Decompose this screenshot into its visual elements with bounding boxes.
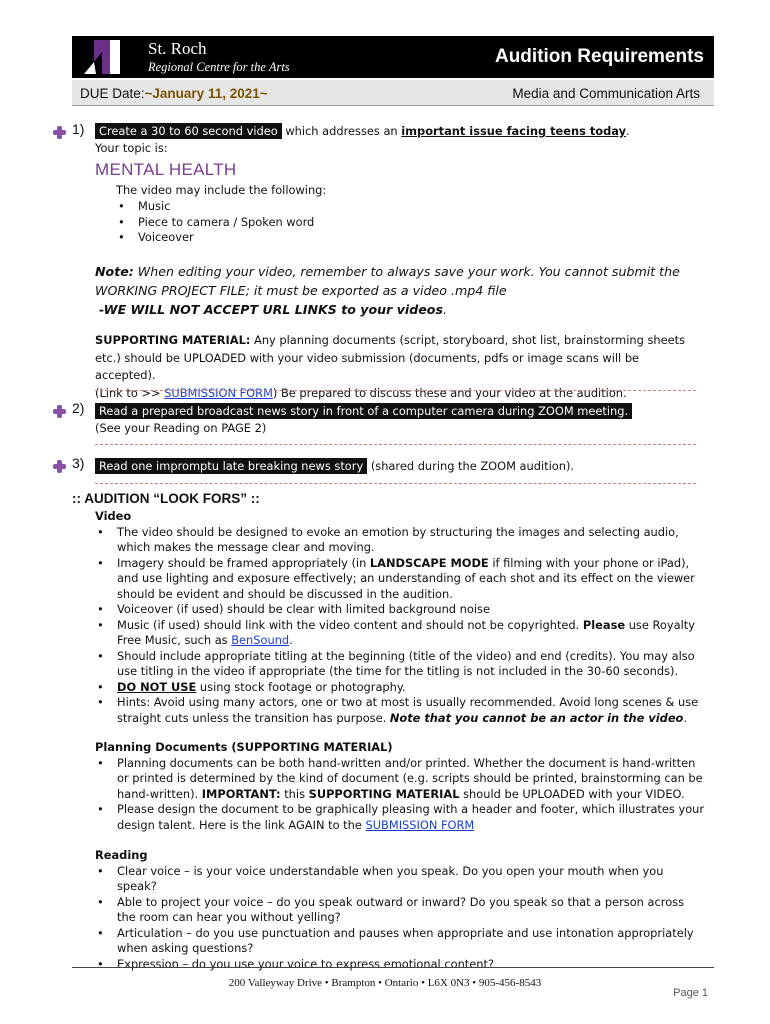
list-item: • The video should be designed to evoke an emotion by structuring the images and selecting audio, which makes the message clear and moving.: [95, 525, 705, 556]
reading-list: [95, 864, 705, 973]
list-item: • Clear voice – is your voice understandable when you speak. Do you open your mouth when you speak?: [95, 864, 705, 895]
supporting-material: [95, 332, 700, 402]
reading-section: [95, 848, 705, 972]
text: .: [289, 633, 293, 647]
step1-text: which addresses an: [281, 124, 402, 138]
text: if filming with your phone or iPad), and use lighting and exposure effectively; an understanding of each shot and its effect on the viewer should be evident and should be discussed in the audition.: [117, 555, 695, 601]
step2-highlight: Read a prepared broadcast news story in front of a computer camera during ZOOM meeting.: [95, 403, 632, 419]
list-item: • Able to project your voice – do you speak outward or inward? Do you speak so that a person across the room can hear you without yelling?: [95, 895, 705, 926]
link-suffix: ) Be prepared to discuss these and your video at the audition.: [272, 385, 627, 400]
divider: [95, 390, 696, 391]
note-bold: -WE WILL NOT ACCEPT URL LINKS to your videos: [99, 302, 443, 317]
list-item: [95, 756, 705, 803]
school-subtitle: Regional Centre for the Arts: [148, 60, 290, 74]
list-item: • Piece to camera / Spoken word: [116, 215, 314, 231]
note-label: Note:: [95, 264, 134, 279]
due-date-value: ~January 11, 2021~: [144, 86, 268, 101]
text: Planning documents can be both hand-written and/or printed. Whether the document is hand-written or printed is determined by the kind of document (e.g. scripts should be printed, brainstorming can be hand-written).: [117, 755, 703, 801]
bold-text: SUPPORTING MATERIAL: [308, 786, 460, 801]
bold-text: Note that you cannot be an actor in the video: [389, 710, 684, 725]
divider: [95, 483, 696, 484]
text: Music (if used) should link with the video content and should not be copyrighted.: [117, 617, 583, 632]
video-heading: Video: [95, 509, 132, 523]
page-header: [72, 36, 714, 78]
list-item: • Should include appropriate titling at the beginning (title of the video) and end (credits). You may also use titling in the video if appropriate (the time for the titling is not included in the 30-60 seconds).: [95, 649, 705, 680]
planning-section: [95, 740, 705, 833]
video-list: [95, 525, 705, 727]
due-label: DUE Date:: [80, 86, 145, 101]
step3-instruction: [95, 459, 715, 475]
topic-intro: Your topic is:: [95, 141, 168, 155]
document-title: Audition Requirements: [494, 46, 704, 67]
list-item: • Voiceover (if used) should be clear with limited background noise: [95, 602, 705, 618]
step-number: 2): [72, 400, 85, 416]
list-item: • Voiceover: [116, 230, 314, 246]
text: should be UPLOADED with your VIDEO.: [459, 786, 685, 801]
text: this: [280, 786, 309, 801]
look-fors-heading: :: AUDITION “LOOK FORS” ::: [72, 491, 260, 506]
topic-title: MENTAL HEALTH: [95, 160, 237, 179]
footer-address: 200 Valleyway Drive • Brampton • Ontario • L6X 0N3 • 905-456-8543: [228, 977, 542, 989]
list-item: [95, 618, 705, 649]
step1-text-end: .: [626, 124, 630, 138]
step1-emphasis: important issue facing teens today: [401, 124, 627, 138]
text: Hints: Avoid using many actors, one or two at most is usually recommended. Avoid long scenes & use straight cuts unless the transition has purpose.: [117, 695, 699, 725]
step-bullet-icon: [53, 460, 66, 473]
reading-heading: Reading: [95, 848, 148, 862]
step2-sub: (See your Reading on PAGE 2): [95, 421, 267, 435]
school-logo-icon: [80, 38, 124, 76]
list-item: • Articulation – do you use punctuation and pauses when appropriate and use intonation appropriately when asking questions?: [95, 926, 705, 957]
step3-highlight: Read one impromptu late breaking news story: [95, 458, 367, 474]
list-item: [95, 695, 705, 726]
text: Imagery should be framed appropriately (in: [117, 555, 370, 570]
submission-form-link[interactable]: SUBMISSION FORM: [365, 817, 475, 832]
bold-text: IMPORTANT:: [201, 786, 281, 801]
step3-text: (shared during the ZOOM audition).: [367, 459, 575, 473]
step1-instruction: [95, 124, 715, 140]
editing-note: [95, 262, 695, 319]
list-item: [95, 802, 705, 833]
divider: [95, 444, 696, 445]
list-item: • Expression – do you use your voice to express emotional content?: [95, 957, 705, 973]
school-name: St. Roch: [148, 39, 207, 58]
list-item: • Music: [116, 199, 314, 215]
bold-text: LANDSCAPE MODE: [369, 555, 489, 570]
due-date: [80, 85, 268, 102]
step1-highlight: Create a 30 to 60 second video: [95, 123, 282, 139]
bold-text: Please: [582, 617, 626, 632]
include-intro: The video may include the following:: [116, 183, 327, 197]
text: using stock footage or photography.: [196, 679, 406, 694]
text: use Royalty Free Music, such as: [117, 617, 695, 647]
text: .: [683, 710, 687, 725]
due-date-bar: [72, 80, 714, 106]
note-text: When editing your video, remember to always save your work. You cannot submit the WORKING PROJECT FILE; it must be exported as a video .mp4 file: [95, 264, 680, 298]
include-list: [116, 199, 314, 246]
page-number: Page 1: [673, 987, 708, 999]
list-item: [95, 680, 705, 696]
bensound-link[interactable]: BenSound: [231, 633, 290, 647]
supporting-label: SUPPORTING MATERIAL:: [95, 333, 251, 347]
list-item: [95, 556, 705, 603]
department-name: Media and Communication Arts: [512, 86, 700, 101]
step-bullet-icon: [53, 405, 66, 418]
step-bullet-icon: [53, 126, 66, 139]
step-number: 3): [72, 455, 85, 471]
planning-list: [95, 756, 705, 834]
note-end: .: [442, 302, 447, 317]
video-section: [95, 509, 705, 726]
footer-divider: [72, 967, 714, 968]
step2-instruction: [95, 404, 715, 420]
planning-heading: Planning Documents (SUPPORTING MATERIAL): [95, 740, 393, 754]
submission-form-link[interactable]: SUBMISSION FORM: [164, 385, 273, 400]
text: Please design the document to be graphically pleasing with a header and footer, which illustrates your design talent. Here is the link AGAIN to the: [117, 802, 705, 832]
step-number: 1): [72, 121, 85, 137]
link-prefix: (Link to >>: [95, 385, 165, 400]
supporting-text: Any planning documents (script, storyboard, shot list, brainstorming sheets etc.) should be UPLOADED with your video submission (documents, pdfs or image scans will be accepted).: [95, 333, 686, 382]
bold-text: DO NOT USE: [117, 679, 197, 694]
